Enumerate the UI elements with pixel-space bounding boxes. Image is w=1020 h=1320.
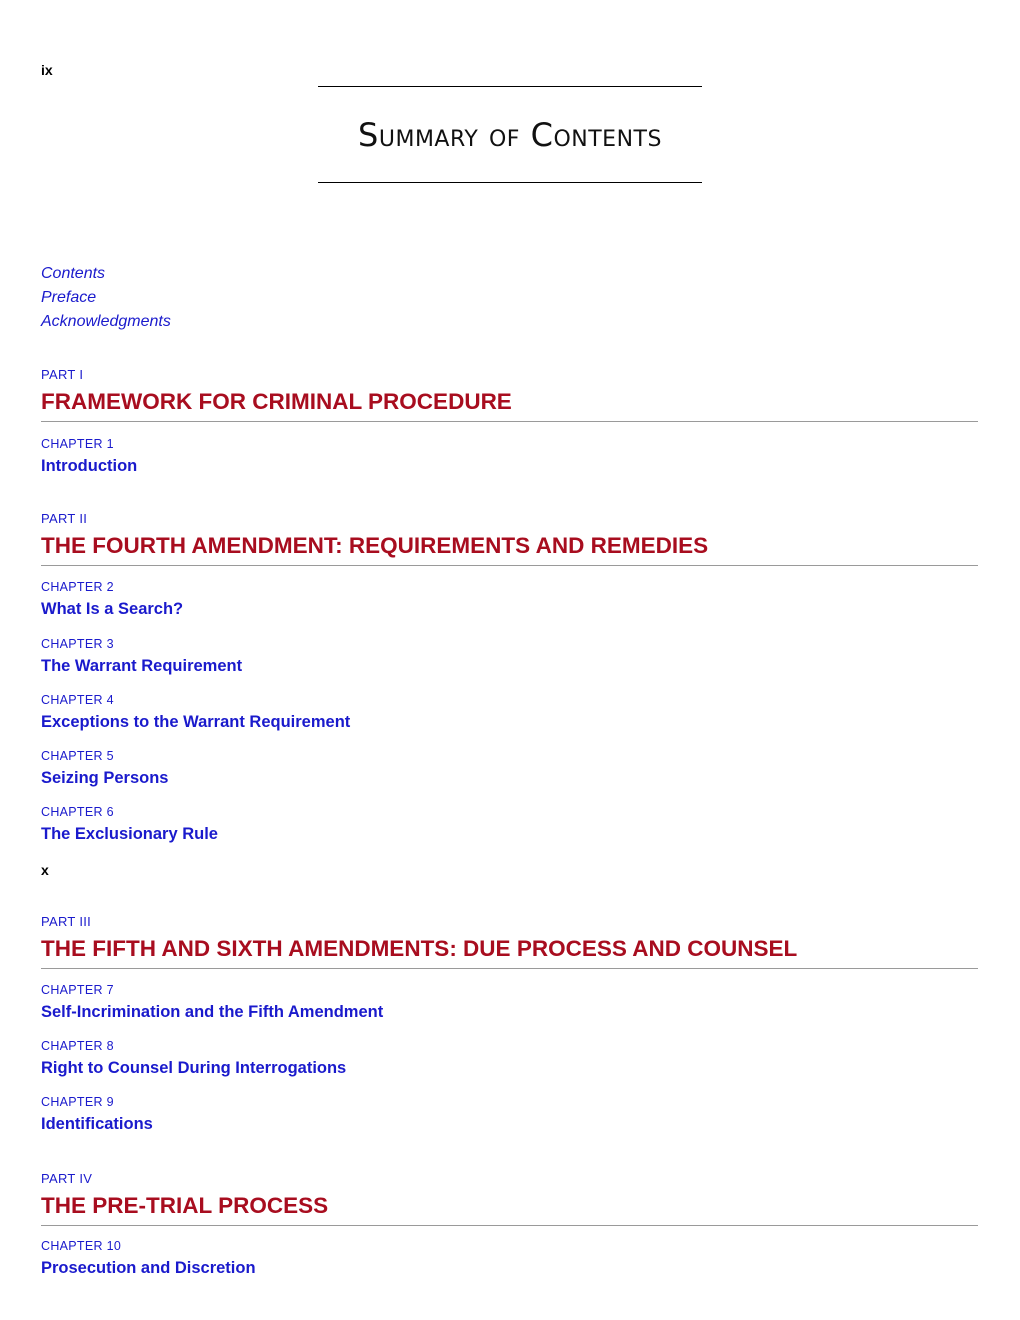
chapter-entry	[41, 436, 137, 477]
part-title-link[interactable]: THE FOURTH AMENDMENT: REQUIREMENTS AND REMEDIES	[41, 531, 978, 566]
page-number: x	[41, 862, 49, 878]
chapter-entry	[41, 692, 350, 733]
chapter-entry	[41, 748, 168, 789]
part-label: PART II	[41, 511, 88, 526]
part-label: PART IV	[41, 1171, 93, 1186]
part-title-link[interactable]: FRAMEWORK FOR CRIMINAL PROCEDURE	[41, 387, 978, 422]
chapter-label: CHAPTER 3	[41, 637, 114, 651]
part-title-link[interactable]: THE FIFTH AND SIXTH AMENDMENTS: DUE PROCESS AND COUNSEL	[41, 934, 978, 969]
chapter-label: CHAPTER 4	[41, 693, 114, 707]
chapter-entry	[41, 804, 218, 845]
chapter-entry	[41, 1238, 256, 1279]
chapter-label: CHAPTER 2	[41, 580, 114, 594]
part-label: PART III	[41, 914, 92, 929]
chapter-label: CHAPTER 5	[41, 749, 114, 763]
title-bottom-rule	[318, 182, 702, 183]
chapter-label: CHAPTER 6	[41, 805, 114, 819]
chapter-label: CHAPTER 8	[41, 1039, 114, 1053]
chapter-label: CHAPTER 7	[41, 983, 114, 997]
chapter-entry	[41, 1094, 153, 1135]
chapter-title-link[interactable]: Exceptions to the Warrant Requirement	[41, 713, 351, 731]
front-matter-list	[41, 262, 171, 334]
chapter-label: CHAPTER 9	[41, 1095, 114, 1109]
chapter-label: CHAPTER 1	[41, 437, 114, 451]
part-heading	[41, 367, 978, 422]
front-matter-link-preface[interactable]: Preface	[41, 289, 97, 306]
page-title: Summary of Contents	[358, 116, 662, 154]
chapter-entry	[41, 636, 242, 677]
chapter-title-link[interactable]: The Warrant Requirement	[41, 657, 243, 675]
chapter-entry	[41, 982, 383, 1023]
chapter-title-link[interactable]: What Is a Search?	[41, 600, 184, 618]
chapter-entry	[41, 579, 183, 620]
part-label: PART I	[41, 367, 84, 382]
title-block	[318, 86, 702, 183]
page-number: ix	[41, 62, 53, 78]
front-matter-link-contents[interactable]: Contents	[41, 265, 106, 282]
part-title-link[interactable]: THE PRE-TRIAL PROCESS	[41, 1191, 978, 1226]
chapter-title-link[interactable]: Introduction	[41, 457, 138, 475]
chapter-label: CHAPTER 10	[41, 1239, 122, 1253]
chapter-entry	[41, 1038, 346, 1079]
chapter-title-link[interactable]: Prosecution and Discretion	[41, 1259, 256, 1277]
part-heading	[41, 1171, 978, 1226]
front-matter-link-acknowledgments[interactable]: Acknowledgments	[41, 313, 171, 330]
chapter-title-link[interactable]: Identifications	[41, 1115, 153, 1133]
part-heading	[41, 914, 978, 969]
chapter-title-link[interactable]: Seizing Persons	[41, 769, 169, 787]
chapter-title-link[interactable]: Right to Counsel During Interrogations	[41, 1059, 347, 1077]
chapter-title-link[interactable]: Self-Incrimination and the Fifth Amendment	[41, 1003, 384, 1021]
chapter-title-link[interactable]: The Exclusionary Rule	[41, 825, 218, 843]
part-heading	[41, 511, 978, 566]
